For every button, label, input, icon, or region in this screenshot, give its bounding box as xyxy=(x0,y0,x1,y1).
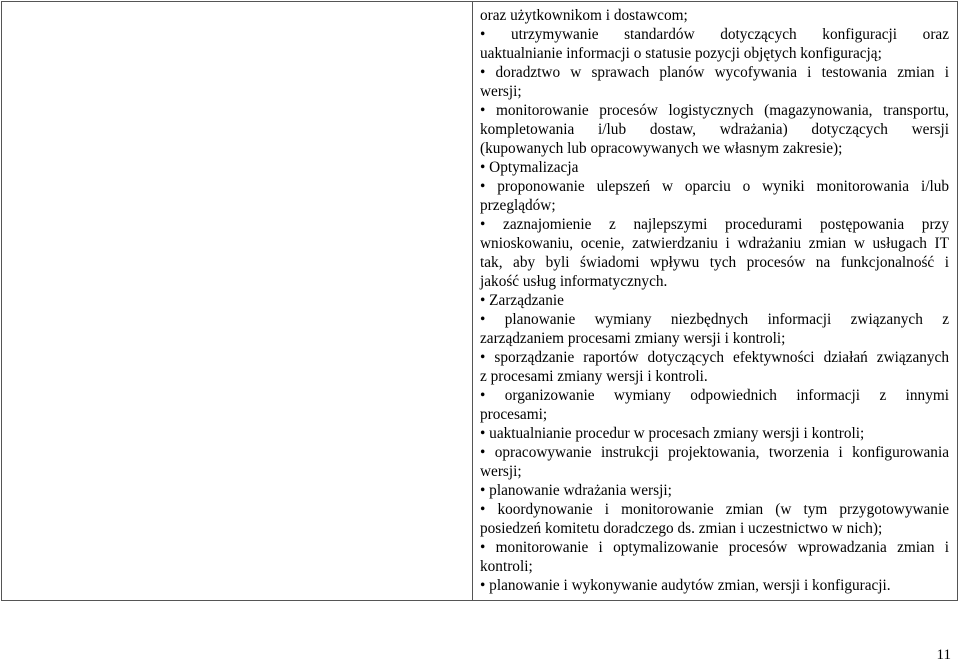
text-line: • sporządzanie raportów dotyczących efektywności działań związanych xyxy=(480,349,949,366)
text-line: z procesami zmiany wersji i kontroli. xyxy=(480,368,708,385)
text-line: uaktualnianie informacji o statusie pozycji objętych konfiguracją; xyxy=(480,45,882,62)
text-line: wersji; xyxy=(480,463,522,480)
text-line: • zaznajomienie z najlepszymi procedurami postępowania przy xyxy=(480,216,949,233)
text-line: • proponowanie ulepszeń w oparciu o wyniki monitorowania i/lub xyxy=(480,178,949,195)
text-line: kontroli; xyxy=(480,558,533,575)
text-line: wnioskowaniu, ocenie, zatwierdzaniu i wdrażaniu zmian w usługach IT xyxy=(480,235,949,252)
text-line: • utrzymywanie standardów dotyczących konfiguracji oraz xyxy=(480,26,949,43)
text-line: • planowanie i wykonywanie audytów zmian, wersji i konfiguracji. xyxy=(480,577,891,594)
text-line: • monitorowanie i optymalizowanie procesów wprowadzania zmian i xyxy=(480,539,949,556)
text-line: wersji; xyxy=(480,83,522,100)
text-line: przeglądów; xyxy=(480,197,556,214)
text-line: posiedzeń komitetu doradczego ds. zmian i uczestnictwo w nich); xyxy=(480,520,883,537)
text-line: zarządzaniem procesami zmiany wersji i kontroli; xyxy=(480,330,786,347)
text-line: • koordynowanie i monitorowanie zmian (w tym przygotowywanie xyxy=(480,501,949,518)
text-line: • planowanie wymiany niezbędnych informacji związanych z xyxy=(480,311,949,328)
text-line: oraz użytkownikom i dostawcom; xyxy=(480,7,688,24)
document-table xyxy=(1,1,958,601)
text-line: tak, aby byli świadomi wpływu tych procesów na funkcjonalność i xyxy=(480,254,949,271)
text-line: • planowanie wdrażania wersji; xyxy=(480,482,672,499)
text-line: jakość usług informatycznych. xyxy=(480,273,668,290)
text-line: • doradztwo w sprawach planów wycofywania i testowania zmian i xyxy=(480,64,949,81)
text-line: • monitorowanie procesów logistycznych (magazynowania, transportu, xyxy=(480,102,949,119)
text-line: (kupowanych lub opracowywanych we własnym zakresie); xyxy=(480,140,843,157)
text-line: • organizowanie wymiany odpowiednich informacji z innymi xyxy=(480,387,949,404)
text-line: • Optymalizacja xyxy=(480,159,579,176)
text-line: • uaktualnianie procedur w procesach zmiany wersji i kontroli; xyxy=(480,425,865,442)
table-left-column xyxy=(2,2,473,600)
text-line: • Zarządzanie xyxy=(480,292,564,309)
text-line: procesami; xyxy=(480,406,548,423)
page-number: 11 xyxy=(936,647,951,663)
text-line: kompletowania i/lub dostaw, wdrażania) dotyczących wersji xyxy=(480,121,949,138)
text-line: • opracowywanie instrukcji projektowania, tworzenia i konfigurowania xyxy=(480,444,949,461)
table-right-column xyxy=(473,2,957,600)
